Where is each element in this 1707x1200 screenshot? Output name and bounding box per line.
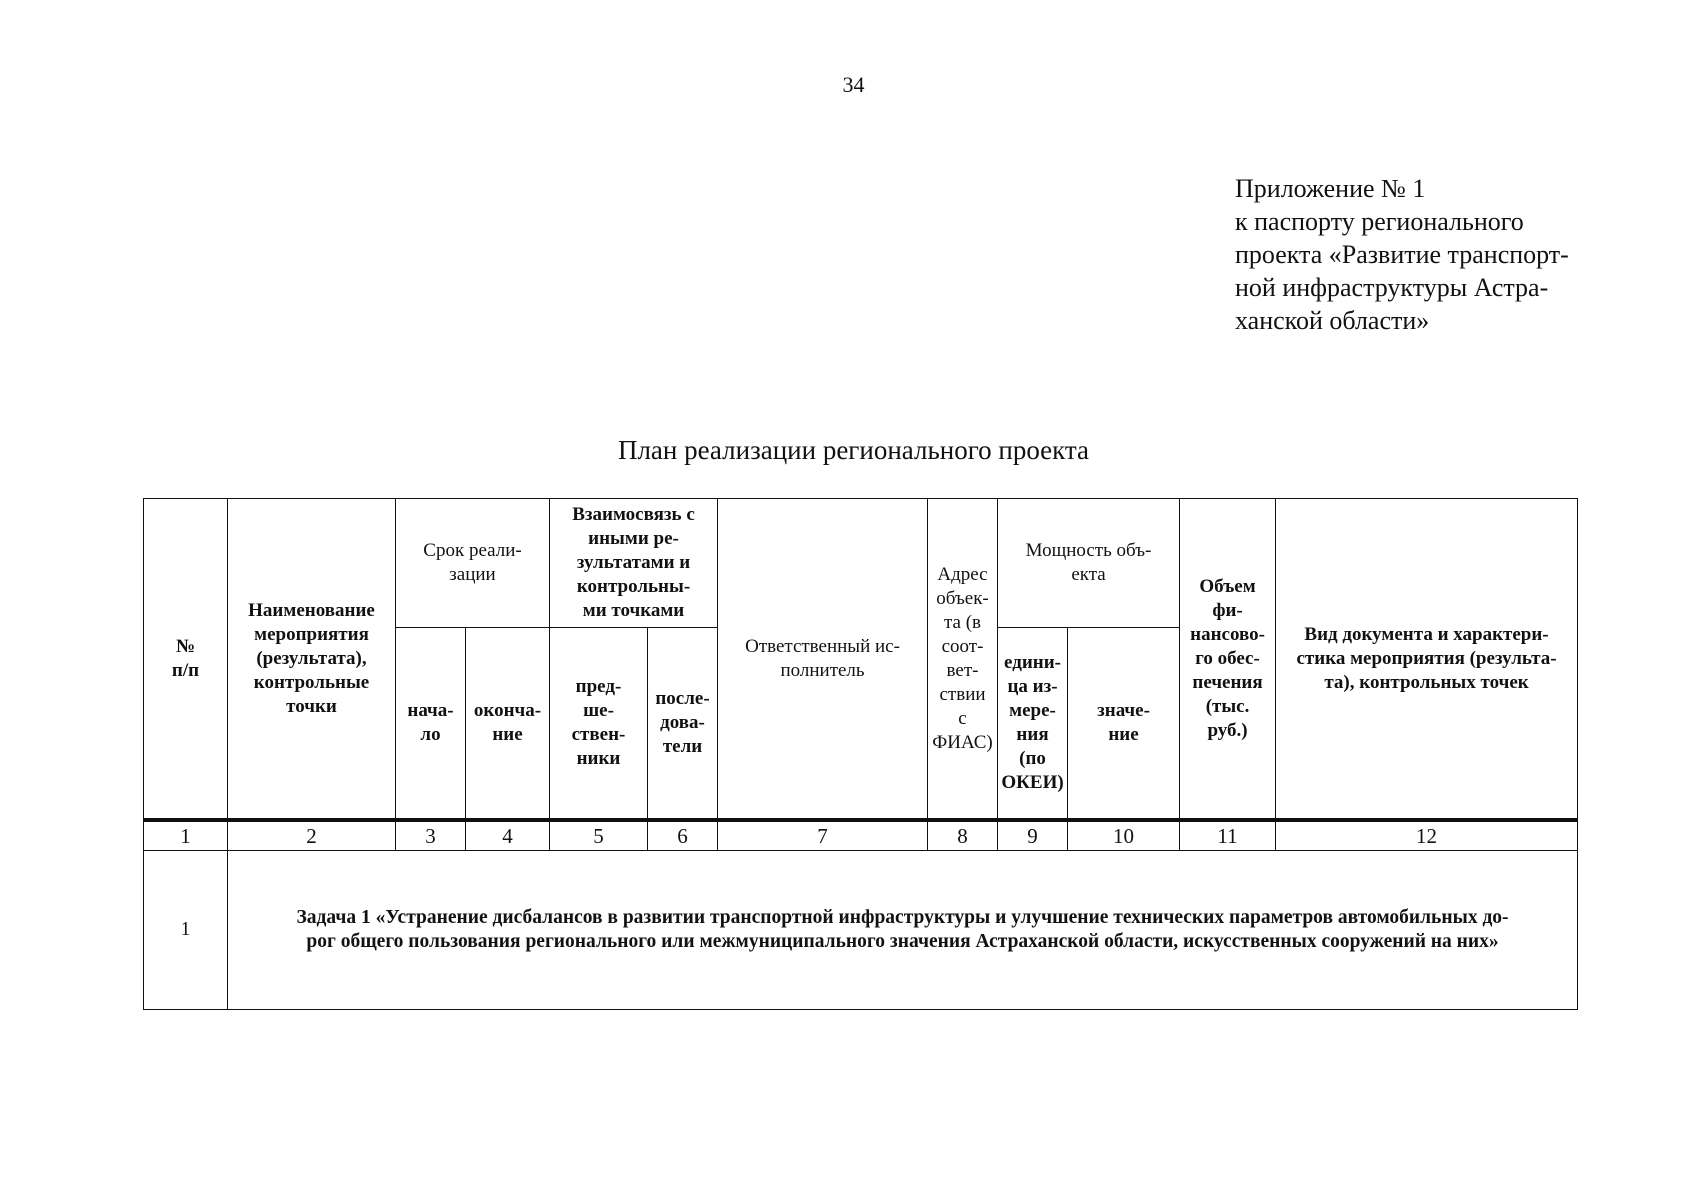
- header-num: № п/п: [144, 499, 228, 821]
- header-responsible: Ответственный ис- полнитель: [718, 499, 928, 821]
- appendix-line: проекта «Развитие транспорт-: [1235, 240, 1569, 269]
- plan-title: План реализации регионального проекта: [617, 435, 1090, 465]
- header-term-end: оконча- ние: [466, 628, 550, 821]
- appendix-line: к паспорту регионального: [1235, 207, 1524, 236]
- header-capacity-unit: едини- ца из- мере- ния (по ОКЕИ): [998, 628, 1068, 821]
- header-term: Срок реали- зации: [396, 499, 550, 628]
- task-row-text: Задача 1 «Устранение дисбалансов в развитии транспортной инфраструктуры и улучшение технических параметров автомобильных до- рог общего пользования регионального или межмуниципального значения Астраханской области, искусственных сооружений на них»: [228, 851, 1578, 1010]
- plan-table: [143, 498, 1578, 1010]
- appendix-note: [1235, 172, 1635, 337]
- header-link-next: после- дова- тели: [648, 628, 718, 821]
- task-row-num: 1: [144, 851, 228, 1010]
- header-link: Взаимосвязь с иными ре- зультатами и контрольны- ми точками: [550, 499, 718, 628]
- column-number: 5: [550, 820, 648, 851]
- column-number: 9: [998, 820, 1068, 851]
- column-number: 3: [396, 820, 466, 851]
- column-number: 10: [1068, 820, 1180, 851]
- column-number: 8: [928, 820, 998, 851]
- column-number: 7: [718, 820, 928, 851]
- header-term-start: нача- ло: [396, 628, 466, 821]
- header-finance: Объем фи- нансово- го обес- печения (тыс. руб.): [1180, 499, 1276, 821]
- column-number: 12: [1276, 820, 1578, 851]
- column-number: 4: [466, 820, 550, 851]
- column-number: 1: [144, 820, 228, 851]
- page-number: 34: [842, 72, 865, 97]
- header-document: Вид документа и характери- стика мероприятия (результа- та), контрольных точек: [1276, 499, 1578, 821]
- header-capacity: Мощность объ- екта: [998, 499, 1180, 628]
- appendix-line: ной инфраструктуры Астра-: [1235, 273, 1549, 302]
- column-number: 6: [648, 820, 718, 851]
- column-number: 2: [228, 820, 396, 851]
- column-number: 11: [1180, 820, 1276, 851]
- header-name: Наименование мероприятия (результата), контрольные точки: [228, 499, 396, 821]
- header-address: Адрес объек- та (в соот- вет- ствии с ФИАС): [928, 499, 998, 821]
- appendix-line: Приложение № 1: [1235, 174, 1426, 203]
- header-capacity-value: значе- ние: [1068, 628, 1180, 821]
- appendix-line: ханской области»: [1235, 306, 1430, 335]
- header-link-prev: пред- ше- ствен- ники: [550, 628, 648, 821]
